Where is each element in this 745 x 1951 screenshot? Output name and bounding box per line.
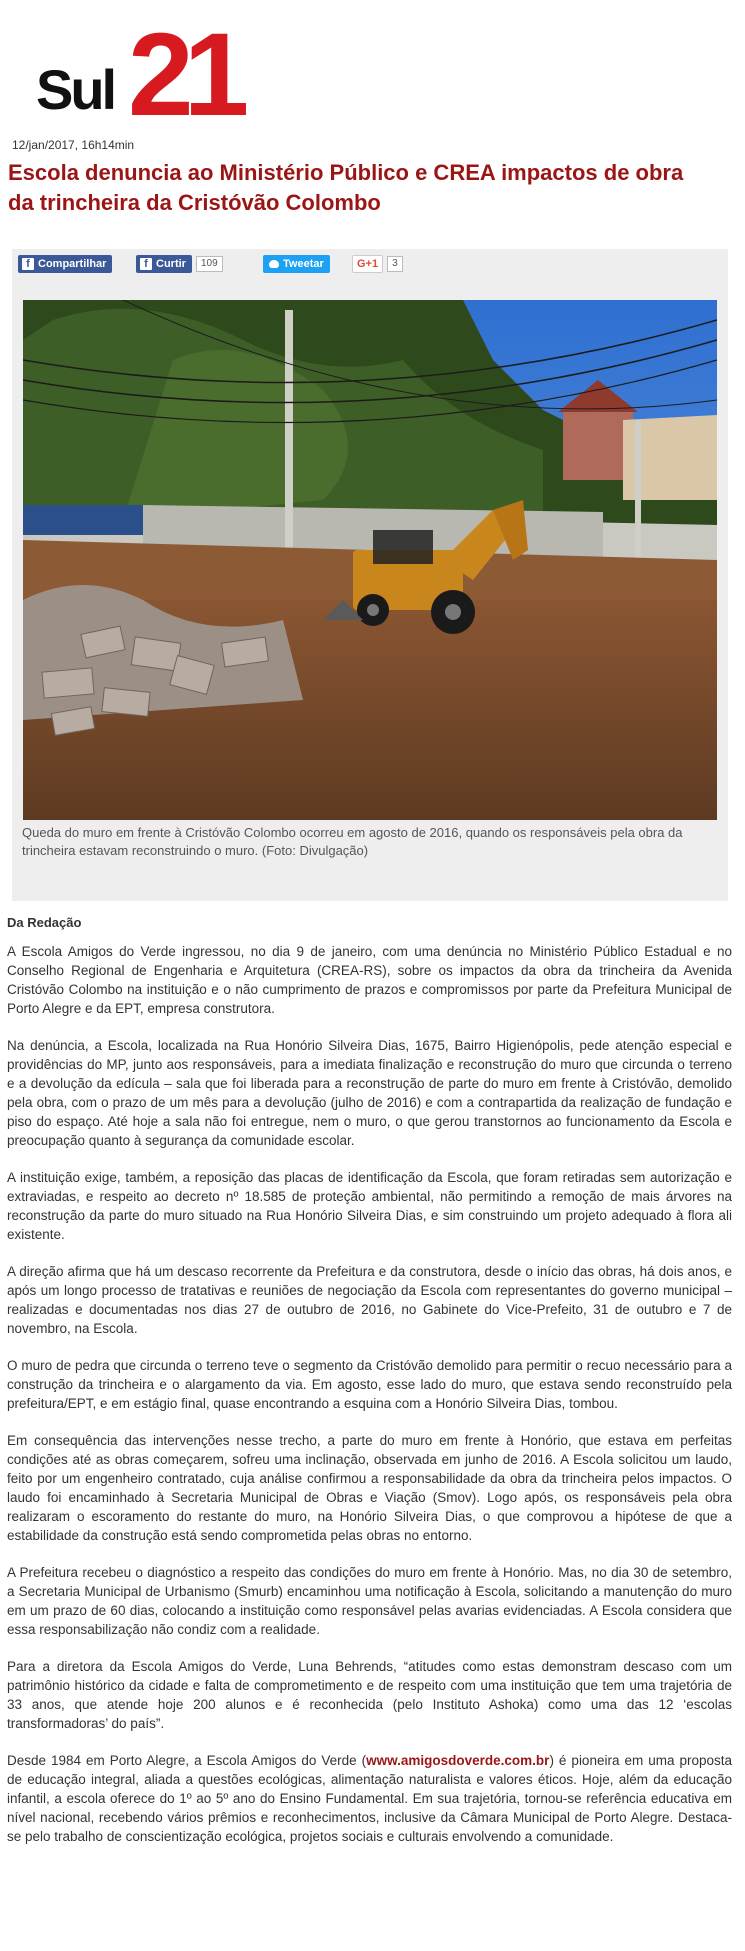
article-paragraph: Para a diretora da Escola Amigos do Verde, Luna Behrends, “atitudes como estas demonstram descaso com um patrimônio histórico da cidade e falta de comprometimento e de respeito com uma instituição que tem uma trajetória de 33 anos, que atende hoje 200 alunos e é reconhecida (pelo Instituto Ashoka) como uma das 12 ‘escolas transformadoras’ do país”. — [7, 1659, 732, 1731]
facebook-like-button[interactable] — [136, 254, 223, 274]
paragraph-text: Desde 1984 em Porto Alegre, a Escola Amigos do Verde ( — [7, 1753, 367, 1768]
facebook-share-button[interactable] — [18, 254, 112, 274]
article-title: Escola denuncia ao Ministério Público e CREA impactos de obra da trincheira da Cristóvão Colombo — [8, 160, 684, 215]
google-plus-label: G+1 — [357, 258, 379, 270]
facebook-icon: f — [22, 258, 34, 270]
article-paragraph: A instituição exige, também, a reposição das placas de identificação da Escola, que foram retiradas sem autorização e extraviadas, e respeito ao decreto nº 18.585 de proteção ambiental, não permitindo a remoção de mais árvores na reconstrução da parte do muro situado na Rua Honório Silveira Dias, e sim construindo um projeto adequado à flora ali existente. — [7, 1170, 732, 1242]
like-label: Curtir — [156, 258, 186, 270]
paragraph-text: ) é pioneira em uma proposta de educação integral, aliada a questões ecológicas, alimentação naturalista e valores éticos. Hoje, além da educação infantil, a escola oferece do 1º ao 5º ano do Ensino Fundamental. Em sua trajetória, tornou-se referência educativa em nível nacional, recebendo vários prêmios e reconhecimentos, inclusive da Câmara Municipal de Porto Alegre. Destaca-se pelo trabalho de conscientização ecológica, projetos sociais e culturais envolvendo a comunidade. — [7, 1753, 733, 1844]
logo-text-21: 21 — [128, 9, 240, 141]
twitter-bird-icon — [269, 260, 279, 268]
tweet-label: Tweetar — [283, 258, 324, 270]
article-body — [7, 942, 732, 1864]
google-plus-count: 3 — [387, 256, 403, 272]
facebook-icon: f — [140, 258, 152, 270]
article-paragraph: A Escola Amigos do Verde ingressou, no dia 9 de janeiro, com uma denúncia no Ministério Público Estadual e no Conselho Regional de Engenharia e Arquitetura (CREA-RS), sobre os impactos da obra da trincheira da Avenida Cristóvão Colombo na instituição e o não cumprimento de prazos e compromissos por parte da Prefeitura Municipal de Porto Alegre e da EPT, empresa construtora. — [7, 944, 732, 1016]
article-paragraph: A Prefeitura recebeu o diagnóstico a respeito das condições do muro em frente à Honório. Mas, no dia 30 de setembro, a Secretaria Municipal de Urbanismo (Smurb) encaminhou uma notificação à Escola, solicitando a manutenção do muro em um prazo de 60 dias, colocando a instituição como responsável pelas avarias evidenciadas. A Escola considera que essa responsabilização não condiz com a realidade. — [7, 1565, 732, 1637]
article-paragraph: Na denúncia, a Escola, localizada na Rua Honório Silveira Dias, 1675, Bairro Higienópolis, pede atenção especial e providências do MP, junto aos responsáveis, para a imediata finalização e reconstrução do muro que circunda o terreno e a devolução da edícula – sala que foi liberada para a reconstrução de parte do muro em frente à Cristóvão, demolido pela obra, com o prazo de um mês para a devolução (julho de 2016) e com a contrapartida da realização de fundação e piso do espaço. Até hoje a sala não foi entregue, nem o muro, o que gerou transtornos ao funcionamento da Escola e preocupação quanto à segurança da comunidade escolar. — [7, 1038, 732, 1148]
article-paragraph: O muro de pedra que circunda o terreno teve o segmento da Cristóvão demolido para permitir o recuo necessário para a construção da trincheira e o alargamento da via. Em agosto, esse lado do muro, que estava sendo reconstruído pela prefeitura/EPT, e em estágio final, quase encontrando a esquina com a Honório Silveira Dias, tombou. — [7, 1358, 732, 1411]
article-paragraph: A direção afirma que há um descaso recorrente da Prefeitura e da construtora, desde o início das obras, há dois anos, e após um longo processo de tratativas e reuniões de negociação da Escola com representantes do governo municipal – realizadas e documentadas nos dias 27 de outubro de 2016, no Gabinete do Vice-Prefeito, 31 de outubro e 7 de novembro, na Escola. — [7, 1264, 732, 1336]
logo-text-sul: Sul — [36, 58, 115, 121]
like-count: 109 — [196, 256, 223, 272]
photo-caption: Queda do muro em frente à Cristóvão Colombo ocorreu em agosto de 2016, quando os responsáveis pela obra da trincheira estavam reconstruindo o muro. (Foto: Divulgação) — [22, 825, 683, 858]
article-byline: Da Redação — [7, 915, 82, 930]
article-date: 12/jan/2017, 16h14min — [12, 138, 135, 152]
article-photo — [23, 300, 717, 820]
tweet-button[interactable] — [263, 254, 330, 274]
article-paragraph: Em consequência das intervenções nesse trecho, a parte do muro em frente à Honório, que estava em perfeitas condições até as obras começarem, sofreu uma inclinação, observada em junho de 2016. A Escola solicitou um laudo, feito por um engenheiro contratado, cuja análise confirmou a responsabilidade da obra da trincheira pelos impactos. O laudo foi encaminhado à Secretaria Municipal de Obras e Viação (Smov). Logo após, os responsáveis pela obra realizaram o escoramento do restante do muro, na Honório Silveira Dias, o que comprovou a hipótese de que a estabilidade da construção está sendo comprometida pelas obras no entorno. — [7, 1433, 732, 1543]
article-paragraph-last — [7, 1751, 732, 1846]
school-website-link[interactable]: www.amigosdoverde.com.br — [366, 1753, 550, 1768]
share-label: Compartilhar — [38, 258, 107, 270]
google-plus-button[interactable] — [352, 254, 403, 274]
sul21-logo[interactable] — [36, 9, 240, 141]
